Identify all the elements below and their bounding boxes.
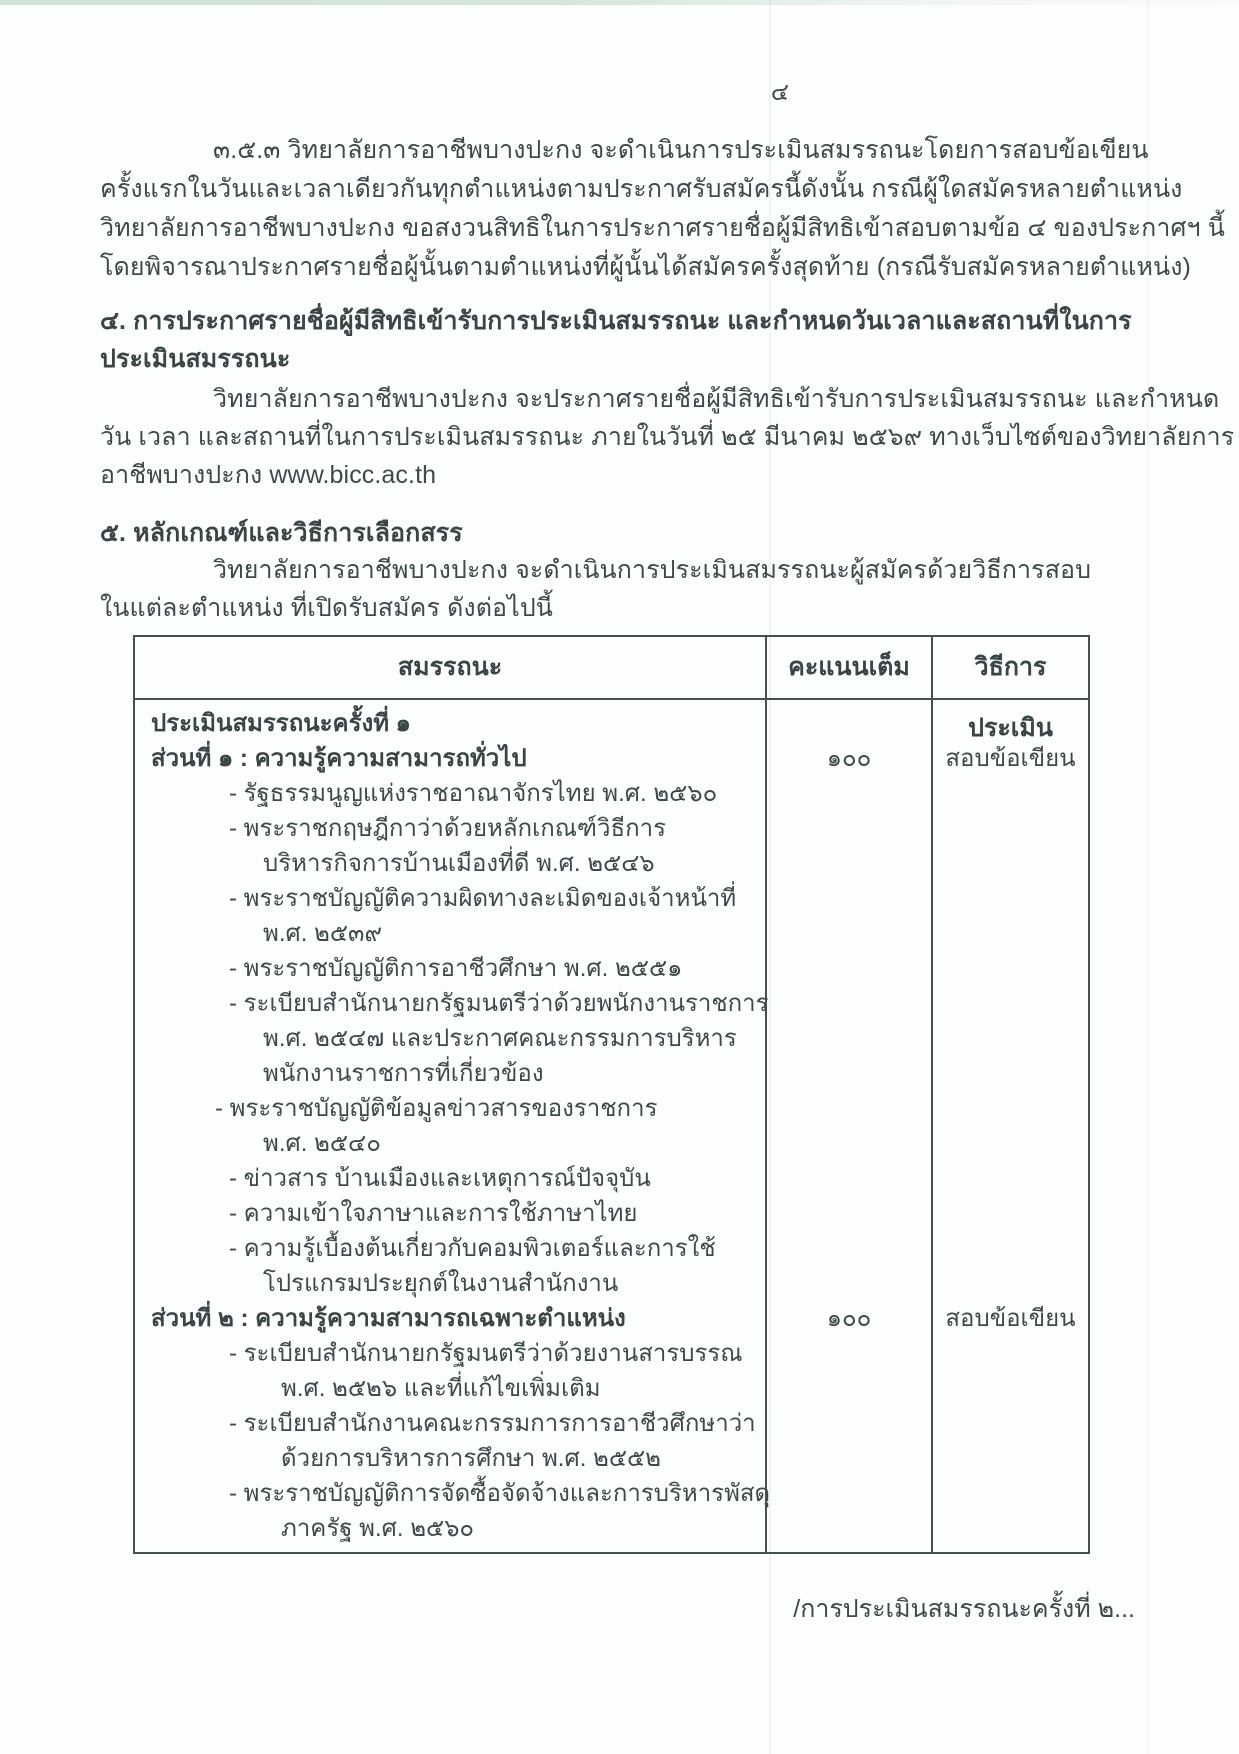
paragraph-line: ๓.๕.๓ วิทยาลัยการอาชีพบางปะกง จะดำเนินการประเมินสมรรถนะโดยการสอบข้อเขียน: [213, 136, 1149, 164]
competency-cell: [135, 700, 771, 1552]
table-line: โปรแกรมประยุกต์ในงานสำนักงาน: [263, 1270, 619, 1297]
table-line: - รัฐธรรมนูญแห่งราชอาณาจักรไทย พ.ศ. ๒๕๖๐: [229, 780, 718, 807]
table-line: - พระราชบัญญัติการจัดซื้อจัดจ้างและการบริหารพัสดุ: [229, 1480, 771, 1507]
table-line: ส่วนที่ ๑ : ความรู้ความสามารถทั่วไป: [151, 745, 527, 772]
section-4-heading: [100, 302, 1140, 378]
table-line: ด้วยการบริหารการศึกษา พ.ศ. ๒๕๕๒: [281, 1445, 661, 1472]
table-line: - พระราชกฤษฎีกาว่าด้วยหลักเกณฑ์วิธีการ: [229, 815, 667, 842]
table-line: ภาครัฐ พ.ศ. ๒๕๖๐: [281, 1515, 475, 1542]
heading-line: ๔. การประกาศรายชื่อผู้มีสิทธิเข้ารับการประเมินสมรรถนะ และกำหนดวันเวลาและสถานที่ในการ: [100, 307, 1132, 335]
paragraph-line: วัน เวลา และสถานที่ในการประเมินสมรรถนะ ภายในวันที่ ๒๕ มีนาคม ๒๕๖๙ ทางเว็บไซต์ของวิทยาลัยการ: [100, 423, 1235, 451]
competency-list: [135, 700, 771, 1550]
table-line: - ระเบียบสำนักงานคณะกรรมการการอาชีวศึกษาว่า: [229, 1410, 756, 1437]
assessment-method-cell: [931, 700, 1088, 1552]
table-line: - ความรู้เบื้องต้นเกี่ยวกับคอมพิวเตอร์และการใช้: [229, 1235, 716, 1262]
paragraph-line: วิทยาลัยการอาชีพบางปะกง ขอสงวนสิทธิในการประกาศรายชื่อผู้มีสิทธิเข้าสอบตามข้อ ๔ ของประกาศฯ นี้: [100, 214, 1225, 242]
table-line: พ.ศ. ๒๕๓๙: [263, 920, 383, 947]
table-line: - พระราชบัญญัติการอาชีวศึกษา พ.ศ. ๒๕๕๑: [229, 955, 683, 982]
table-line: - ระเบียบสำนักนายกรัฐมนตรีว่าด้วยพนักงานราชการ: [229, 990, 769, 1017]
table-line: พ.ศ. ๒๕๔๗ และประกาศคณะกรรมการบริหาร: [263, 1025, 737, 1052]
column-header-full-score: คะแนนเต็ม: [765, 637, 931, 698]
table-line: - พระราชบัญญัติข้อมูลข่าวสารของราชการ: [215, 1095, 658, 1122]
table-line: - ข่าวสาร บ้านเมืองและเหตุการณ์ปัจจุบัน: [229, 1165, 651, 1192]
full-score-value: ๑๐๐: [826, 1305, 872, 1332]
paragraph-line: วิทยาลัยการอาชีพบางปะกง จะประกาศรายชื่อผู้มีสิทธิเข้ารับการประเมินสมรรถนะ และกำหนด: [213, 385, 1220, 413]
table-line: - ระเบียบสำนักนายกรัฐมนตรีว่าด้วยงานสารบรรณ: [229, 1340, 743, 1367]
paragraph-line: ครั้งแรกในวันและเวลาเดียวกันทุกตำแหน่งตามประกาศรับสมัครนี้ดังนั้น กรณีผู้ใดสมัครหลายตำแหน่ง: [100, 175, 1183, 203]
paragraph-line: อาชีพบางปะกง www.bicc.ac.th: [100, 461, 437, 489]
assessment-method-value: สอบข้อเขียน: [945, 745, 1076, 772]
table-line: - ความเข้าใจภาษาและการใช้ภาษาไทย: [229, 1200, 638, 1227]
table-line: ประเมินสมรรถนะครั้งที่ ๑: [151, 710, 411, 737]
competency-table: [133, 635, 1090, 1554]
paragraph-line: โดยพิจารณาประกาศรายชื่อผู้นั้นตามตำแหน่งที่ผู้นั้นได้สมัครครั้งสุดท้าย (กรณีรับสมัครหลายตำแหน่ง): [100, 253, 1191, 281]
table-line: - พระราชบัญญัติความผิดทางละเมิดของเจ้าหน้าที่: [229, 885, 737, 912]
table-line: ส่วนที่ ๒ : ความรู้ความสามารถเฉพาะตำแหน่ง: [151, 1305, 626, 1332]
section-4-body: [100, 380, 1235, 494]
full-score-cell: [765, 700, 931, 1552]
table-line: พ.ศ. ๒๕๒๖ และที่แก้ไขเพิ่มเติม: [281, 1375, 601, 1402]
column-header-assessment-method: วิธีการประเมิน: [931, 637, 1088, 698]
section-5-heading: ๕. หลักเกณฑ์และวิธีการเลือกสรร: [100, 519, 463, 547]
scan-top-strip: [0, 0, 1239, 5]
paragraph-3-5-3: [100, 131, 1225, 287]
full-score-value: ๑๐๐: [826, 745, 872, 772]
section-5-body: [100, 551, 1140, 627]
page-number: ๔: [770, 79, 790, 106]
table-line: บริหารกิจการบ้านเมืองที่ดี พ.ศ. ๒๕๔๖: [263, 850, 655, 877]
heading-line: ประเมินสมรรถนะ: [100, 345, 291, 373]
paragraph-line: ในแต่ละตำแหน่ง ที่เปิดรับสมัคร ดังต่อไปนี้: [100, 594, 553, 622]
table-body-row: [135, 700, 1088, 1552]
paragraph-line: วิทยาลัยการอาชีพบางปะกง จะดำเนินการประเมินสมรรถนะผู้สมัครด้วยวิธีการสอบ: [213, 556, 1092, 584]
table-line: พนักงานราชการที่เกี่ยวข้อง: [263, 1060, 544, 1087]
assessment-method-value: สอบข้อเขียน: [945, 1305, 1076, 1332]
column-header-competency: สมรรถนะ: [397, 653, 503, 681]
continuation-footer-note: /การประเมินสมรรถนะครั้งที่ ๒...: [793, 1595, 1135, 1623]
table-line: พ.ศ. ๒๕๔๐: [263, 1130, 381, 1157]
